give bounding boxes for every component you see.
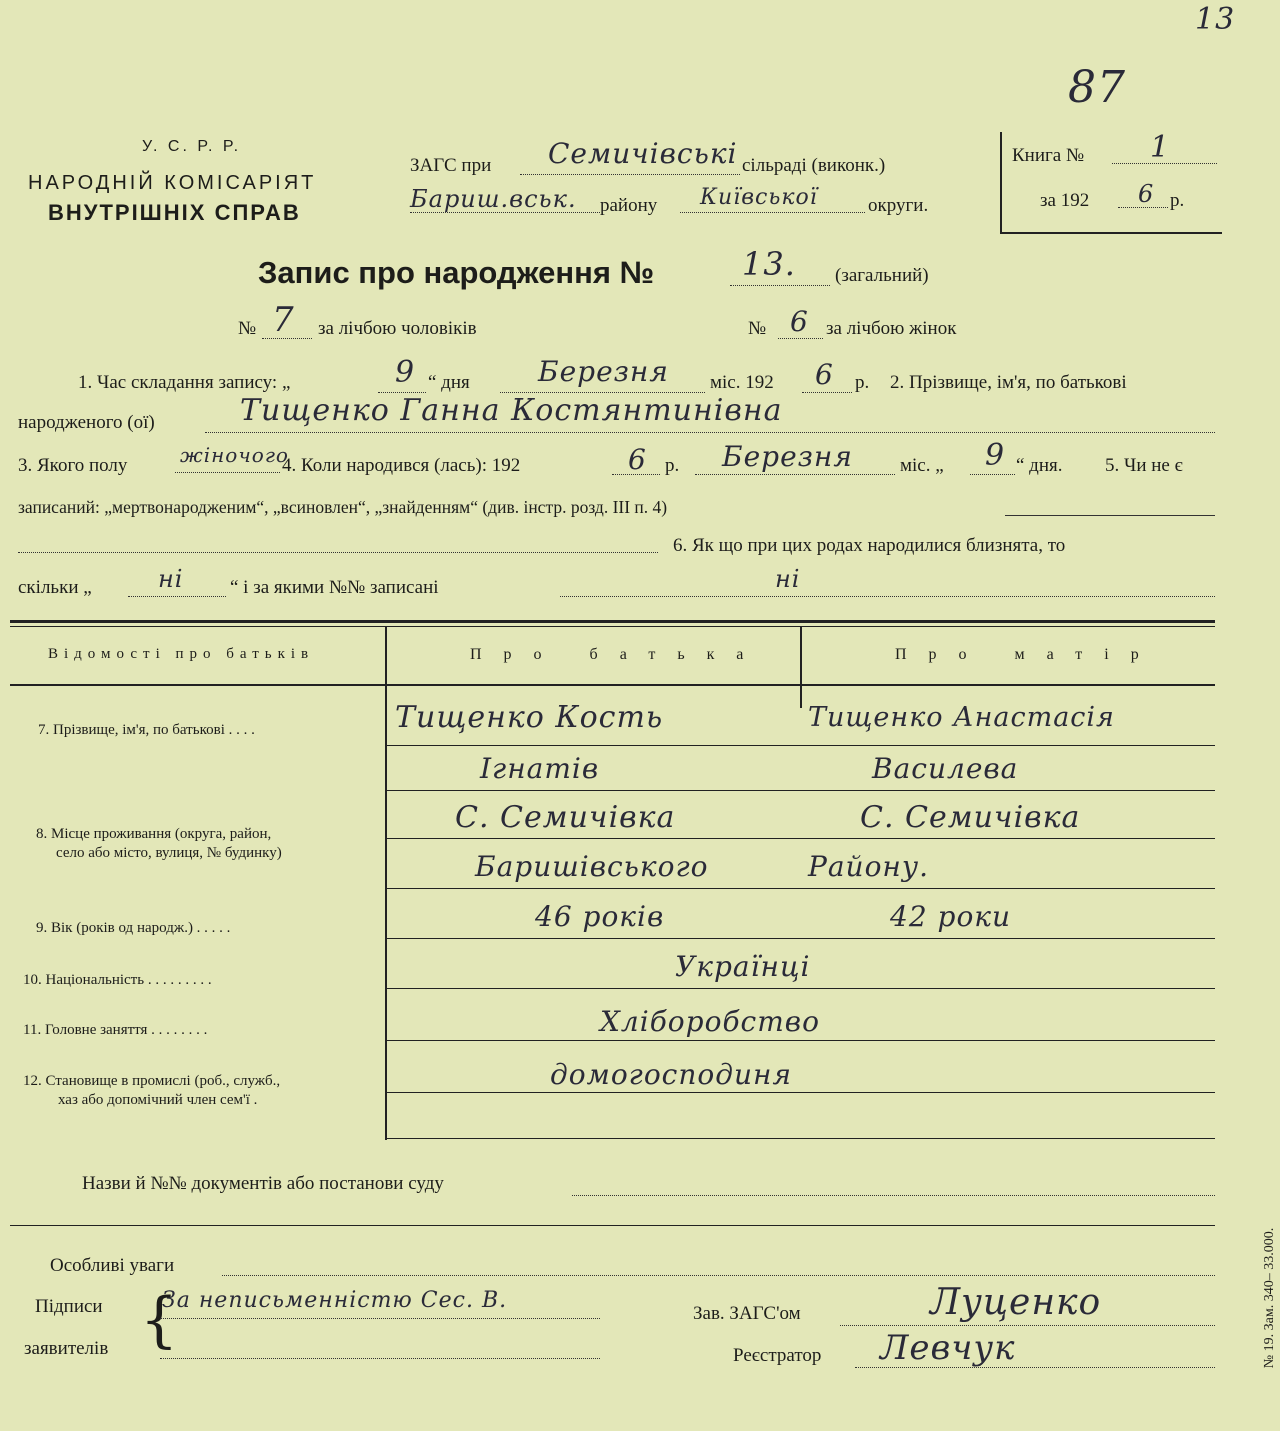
row-label-name: 7. Прізвище, ім'я, по батькові . . . . (38, 722, 255, 738)
father-age: 46 років (535, 900, 665, 933)
year-value: 6 (1138, 180, 1155, 208)
row-label-nationality: 10. Національність . . . . . . . . . (23, 972, 212, 988)
f1-month-label: міс. 192 (710, 372, 774, 393)
signatures-label: Підписи (35, 1296, 103, 1317)
okrug-value: Київської (700, 185, 818, 210)
okrug-label: округи. (868, 195, 929, 216)
mother-age: 42 роки (890, 900, 1012, 933)
registrar-signature: Левчук (880, 1328, 1016, 1368)
f4-day-label: “ дня. (1016, 455, 1063, 476)
year-line (1118, 207, 1168, 208)
f6-count-line (128, 596, 226, 597)
men-label: за лічбою чоловіків (318, 318, 477, 339)
head-label: Зав. ЗАГС'ом (693, 1303, 801, 1324)
status-value: домогосподиня (550, 1058, 793, 1091)
head-sig-line (840, 1325, 1215, 1326)
head-signature: Луценко (930, 1282, 1102, 1323)
commissariat-line2: ВНУТРІШНІХ СПРАВ (48, 200, 301, 225)
record-title: Запис про народження № (258, 255, 655, 290)
row-line (385, 1092, 1215, 1093)
district-line (410, 212, 600, 213)
f6-numbers: ні (775, 565, 801, 593)
row-line (385, 938, 1215, 939)
f1-day: 9 (395, 355, 416, 390)
f2-child-name: Тищенко Ганна Костянтинівна (240, 393, 783, 428)
book-line (1112, 163, 1217, 164)
notes-line (222, 1275, 1215, 1276)
archive-mark: 87 (1068, 62, 1126, 113)
f6-numbers-line (560, 596, 1215, 597)
f4-year-line (612, 474, 660, 475)
f6-label3: “ і за якими №№ записані (230, 577, 439, 598)
f2-name-line (205, 432, 1215, 433)
record-number-line (730, 285, 830, 286)
f5-answer-line (1005, 515, 1215, 516)
women-label: за лічбою жінок (826, 318, 957, 339)
row-line (385, 988, 1215, 989)
book-number: 1 (1150, 130, 1171, 165)
f4-year-suffix: р. (665, 455, 680, 476)
row-label-residence: 8. Місце проживання (округа, район, (36, 826, 272, 842)
f4-month-label: міс. „ (900, 455, 944, 476)
print-mark: № 19. Зам. 340– 33.000. (1262, 1227, 1277, 1369)
mother-name: Тищенко Анастасія (808, 702, 1115, 733)
mother-residence-2: Району. (808, 850, 930, 883)
f6-label2: скільки „ (18, 577, 92, 598)
f6-count: ні (158, 565, 184, 593)
f1-day-label: “ дня (428, 372, 470, 393)
row-label-status-2: хаз або допомічний член сем'ї . (58, 1092, 258, 1108)
women-prefix: № (748, 318, 767, 339)
signature-line-1 (160, 1318, 600, 1319)
men-prefix: № (238, 318, 257, 339)
occupation-value: Хліборобство (600, 1005, 820, 1038)
notes-label: Особливі уваги (50, 1255, 175, 1276)
zags-village-line (520, 174, 740, 175)
f1-year: 6 (815, 358, 834, 391)
f3-sex-line (175, 472, 280, 473)
mother-name-2: Василева (872, 752, 1019, 785)
district-value: Бариш.вськ. (410, 185, 577, 213)
table-top-rule-2 (10, 626, 1215, 627)
father-residence-2: Баришівського (475, 850, 709, 883)
row-label-residence-2: село або місто, вулиця, № будинку) (56, 845, 282, 861)
documents-line (572, 1195, 1215, 1196)
father-name: Тищенко Кость (395, 700, 664, 735)
commissariat-line1: НАРОДНІЙ КОМІСАРІЯТ (28, 172, 317, 194)
book-box-border-left (1000, 132, 1002, 234)
f4-month: Березня (722, 440, 853, 473)
women-number: 6 (790, 305, 809, 338)
f4-day: 9 (985, 438, 1006, 473)
row-line (385, 838, 1215, 839)
signatures-label-2: заявителів (24, 1338, 109, 1359)
district-label: району (600, 195, 658, 216)
f1-month: Березня (538, 355, 669, 388)
record-number: 13. (742, 245, 796, 283)
father-name-2: Ігнатів (480, 752, 600, 785)
registrar-label: Реєстратор (733, 1345, 822, 1366)
row-label-age: 9. Вік (років од народж.) . . . . . (36, 920, 231, 936)
f6-label: 6. Як що при цих родах народилися близнята, то (673, 535, 1066, 556)
table-bottom-rule (385, 1138, 1215, 1139)
zags-suffix: сільраді (виконк.) (742, 155, 886, 176)
men-number-line (262, 338, 312, 339)
men-number: 7 (272, 300, 295, 340)
documents-label: Назви й №№ документів або постанови суду (82, 1173, 444, 1194)
page-number: 13 (1195, 2, 1236, 37)
year-suffix: р. (1170, 190, 1185, 211)
row-line (385, 888, 1215, 889)
applicant-signature: За неписьменністю Сес. В. (162, 1288, 508, 1313)
state-abbrev: У. С. Р. Р. (142, 138, 242, 155)
mother-residence: С. Семичівка (860, 800, 1081, 835)
f5-answer-line2 (18, 552, 658, 553)
row-line (385, 745, 1215, 746)
f4-year: 6 (628, 443, 647, 476)
nationality-value: Українці (675, 950, 811, 983)
f1-label: 1. Час складання запису: „ (78, 372, 291, 393)
year-prefix: за 192 (1040, 190, 1090, 211)
zags-prefix: ЗАГС при (410, 155, 492, 176)
f4-month-line (695, 474, 895, 475)
table-col-divider-1 (385, 626, 387, 1140)
f3-sex: жіночого (180, 443, 289, 467)
okrug-line (680, 212, 865, 213)
table-top-rule (10, 620, 1215, 623)
table-header-info: Відомості про батьків (48, 646, 315, 662)
table-col-divider-2 (800, 626, 802, 708)
f5-label: 5. Чи не є (1105, 455, 1183, 476)
row-line (385, 790, 1215, 791)
f1-year-suffix: р. (855, 372, 870, 393)
father-residence: С. Семичівка (455, 800, 676, 835)
table-header-rule (10, 684, 1215, 686)
f2-label2: народженого (ої) (18, 412, 155, 433)
book-box-border-bottom (1000, 232, 1222, 234)
book-label: Книга № (1012, 145, 1085, 166)
f4-label: 4. Коли народився (лась): 192 (282, 455, 521, 476)
women-number-line (778, 338, 823, 339)
f3-label: 3. Якого полу (18, 455, 128, 476)
row-label-status: 12. Становище в промислі (роб., служб., (23, 1073, 281, 1089)
f4-day-line (970, 474, 1015, 475)
f1-year-line (802, 392, 852, 393)
record-general: (загальний) (835, 265, 929, 286)
table-header-mother: Про матір (895, 646, 1161, 663)
zags-village: Семичівські (548, 137, 738, 170)
signature-line-2 (160, 1358, 600, 1359)
signatures-brace: { (140, 1285, 179, 1355)
footer-rule (10, 1225, 1215, 1226)
registrar-sig-line (855, 1367, 1215, 1368)
f5-label2: записаний: „мертвонародженим“, „всиновлен“, „знайденням“ (див. інстр. розд. III п. 4) (18, 497, 668, 517)
row-label-occupation: 11. Головне заняття . . . . . . . . (23, 1022, 208, 1038)
row-line (385, 1040, 1215, 1041)
f2-label: 2. Прізвище, ім'я, по батькові (890, 372, 1127, 393)
table-header-father: Про батька (470, 646, 766, 663)
